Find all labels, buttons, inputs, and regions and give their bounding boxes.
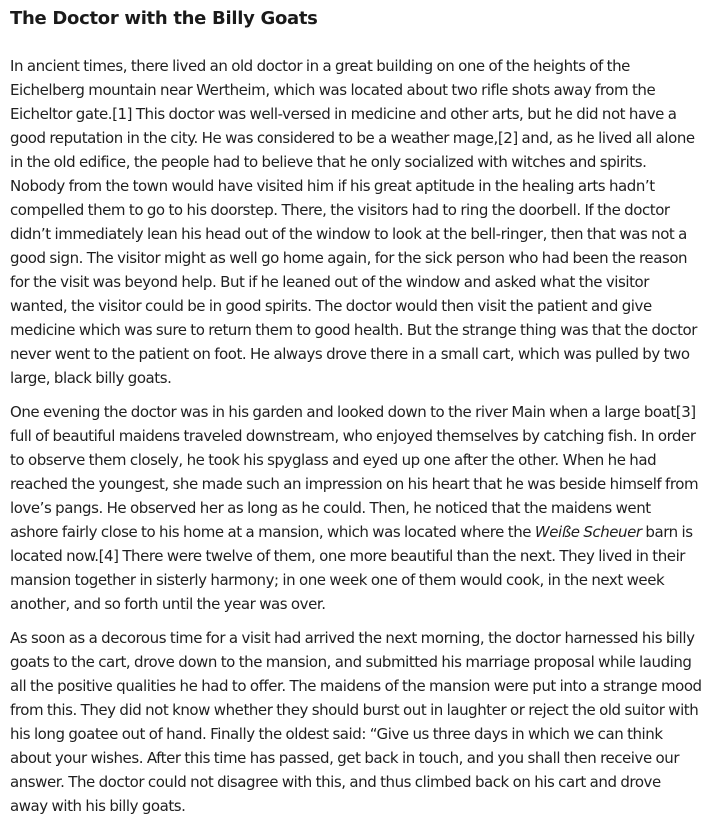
text-line: about your wishes. After this time has passed, get back in touch, and you shall then receive our (10, 749, 680, 767)
barn-name: Weiße Scheuer (534, 523, 642, 541)
text-fragment: ashore fairly close to his home at a mansion, which was located where the (10, 523, 535, 541)
text-line: love’s pangs. He observed her as long as he could. Then, he noticed that the maidens went (10, 499, 651, 517)
text-line: good sign. The visitor might as well go home again, for the sick person who had been the reason (10, 249, 688, 267)
text-line: from this. They did not know whether they should burst out in laughter or reject the old suitor with (10, 701, 699, 719)
story-title: The Doctor with the Billy Goats (10, 8, 318, 29)
text-line: Eichelberg mountain near Wertheim, which was located about two rifle shots away from the (10, 81, 656, 99)
text-line: Nobody from the town would have visited him if his great aptitude in the healing arts hadn’t (10, 177, 655, 195)
paragraph-2 (10, 400, 716, 616)
text-line: answer. The doctor could not disagree with this, and thus climbed back on his cart and drove (10, 773, 661, 791)
text-line: wanted, the visitor could be in good spirits. The doctor would then visit the patient and give (10, 297, 652, 315)
story-body (10, 54, 716, 818)
text-line: full of beautiful maidens traveled downstream, who enjoyed themselves by catching fish. In order (10, 427, 696, 445)
text-line: for the visit was beyond help. But if he leaned out of the window and asked what the visitor (10, 273, 649, 291)
text-line: another, and so forth until the year was over. (10, 595, 326, 613)
text-line: his long goatee out of hand. Finally the oldest said: “Give us three days in which we can think (10, 725, 663, 743)
paragraph-1 (10, 54, 716, 390)
text-line: to observe them closely, he took his spyglass and eyed up one after the other. When he had (10, 451, 657, 469)
text-fragment: barn is (641, 523, 693, 541)
text-line: medicine which was sure to return them to good health. But the strange thing was that the doctor (10, 321, 697, 339)
text-line: away with his billy goats. (10, 797, 186, 815)
text-line: good reputation in the city. He was considered to be a weather mage,[2] and, as he lived all alone (10, 129, 695, 147)
text-line: In ancient times, there lived an old doctor in a great building on one of the heights of the (10, 57, 630, 75)
text-line: goats to the cart, drove down to the mansion, and submitted his marriage proposal while lauding (10, 653, 692, 671)
text-line: in the old edifice, the people had to believe that he only socialized with witches and spirits. (10, 153, 647, 171)
text-line: reached the youngest, she made such an impression on his heart that he was beside himself from (10, 475, 699, 493)
text-line: located now.[4] There were twelve of them, one more beautiful than the next. They lived in their (10, 547, 686, 565)
text-line: As soon as a decorous time for a visit had arrived the next morning, the doctor harnessed his billy (10, 629, 695, 647)
text-line: One evening the doctor was in his garden and looked down to the river Main when a large boat[3] (10, 403, 696, 421)
text-line: Eicheltor gate.[1] This doctor was well-versed in medicine and other arts, but he did not have a (10, 105, 677, 123)
paragraph-3 (10, 626, 716, 818)
text-line-with-italic (10, 520, 716, 544)
text-line: large, black billy goats. (10, 369, 172, 387)
text-line: compelled them to go to his doorstep. There, the visitors had to ring the doorbell. If the doctor (10, 201, 670, 219)
text-line: all the positive qualities he had to offer. The maidens of the mansion were put into a strange mood (10, 677, 702, 695)
text-line: mansion together in sisterly harmony; in one week one of them would cook, in the next week (10, 571, 665, 589)
text-line: didn’t immediately lean his head out of the window to look at the bell-ringer, then that was not a (10, 225, 687, 243)
text-line: never went to the patient on foot. He always drove there in a small cart, which was pulled by two (10, 345, 690, 363)
